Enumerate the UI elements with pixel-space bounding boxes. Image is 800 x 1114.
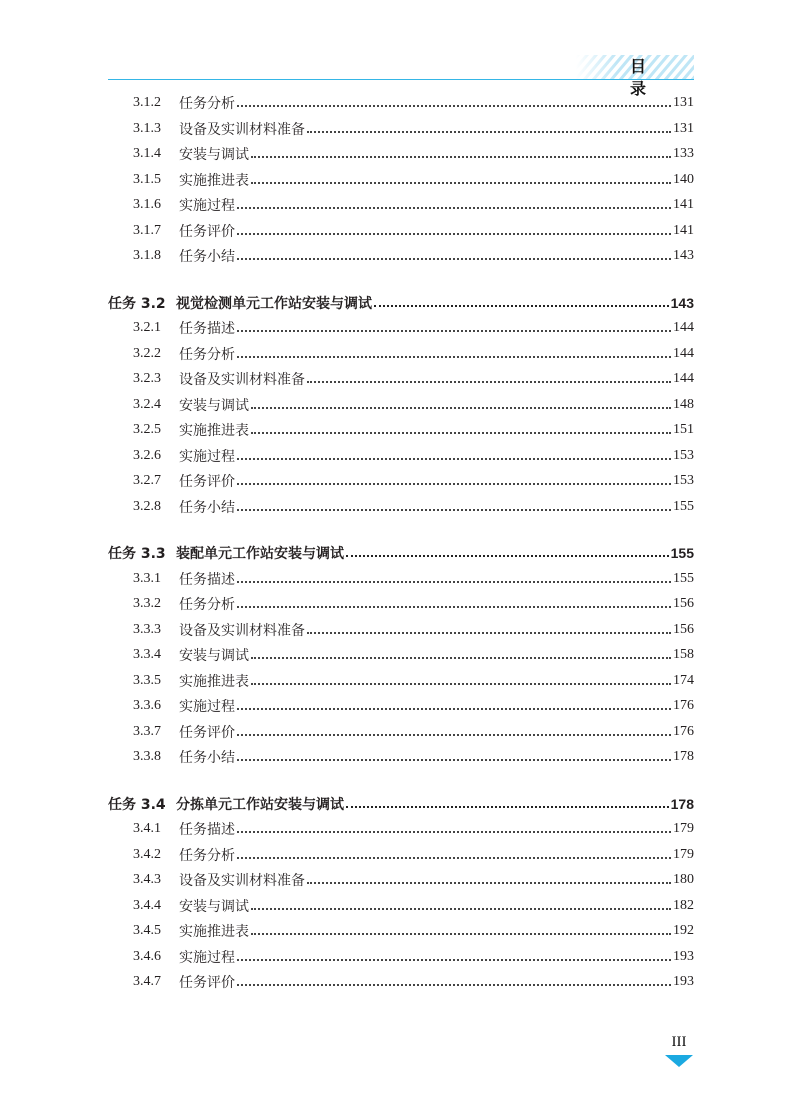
toc-entry-page: 155 — [673, 571, 694, 586]
dot-leader — [251, 419, 671, 441]
toc-section-entry[interactable] — [108, 292, 694, 314]
toc-entry-number: 3.3.1 — [133, 571, 161, 586]
dot-leader — [237, 220, 671, 242]
toc-entry-title: 任务描述 — [179, 822, 235, 838]
toc-entry-page: 141 — [673, 223, 694, 238]
toc-entry-page: 179 — [673, 847, 694, 862]
toc-entry-page: 151 — [673, 422, 694, 437]
dot-leader — [307, 619, 671, 641]
dot-leader — [237, 818, 671, 840]
toc-entry-number: 3.3.3 — [133, 622, 161, 637]
toc-entry-number: 3.2.4 — [133, 397, 161, 412]
toc-entry-number: 3.1.7 — [133, 223, 161, 238]
toc-entry-title: 视觉检测单元工作站安装与调试 — [176, 296, 372, 312]
toc-entry-title: 任务小结 — [179, 500, 235, 516]
dot-leader — [374, 292, 669, 314]
toc-entry[interactable] — [133, 194, 694, 216]
toc-entry[interactable] — [133, 496, 694, 518]
toc-entry[interactable] — [133, 317, 694, 339]
toc-entry-number: 3.1.2 — [133, 95, 161, 110]
toc-entry[interactable] — [133, 920, 694, 942]
toc-entry-number: 3.2.5 — [133, 422, 161, 437]
toc-entry-title: 任务分析 — [179, 96, 235, 112]
toc-entry-title: 任务描述 — [179, 321, 235, 337]
dot-leader — [237, 343, 671, 365]
dot-leader — [251, 920, 671, 942]
toc-entry-number: 3.1.8 — [133, 248, 161, 263]
toc-entry-page: 156 — [673, 622, 694, 637]
toc-entry-page: 133 — [673, 146, 694, 161]
toc-entry-page: 193 — [673, 974, 694, 989]
toc-entry-title: 任务分析 — [179, 597, 235, 613]
toc-entry-page: 140 — [673, 172, 694, 187]
toc-entry-title: 安装与调试 — [179, 899, 249, 915]
toc-entry-number: 3.2.7 — [133, 473, 161, 488]
dot-leader — [251, 644, 671, 666]
toc-entry[interactable] — [133, 343, 694, 365]
toc-entry-title: 安装与调试 — [179, 648, 249, 664]
dot-leader — [237, 946, 671, 968]
toc-entry[interactable] — [133, 368, 694, 390]
toc-entry[interactable] — [133, 394, 694, 416]
toc-entry-title: 设备及实训材料准备 — [179, 873, 305, 889]
dot-leader — [251, 169, 671, 191]
toc-entry[interactable] — [133, 419, 694, 441]
toc-entry-title: 任务小结 — [179, 750, 235, 766]
toc-entry-title: 实施过程 — [179, 950, 235, 966]
toc-entry-title: 任务分析 — [179, 347, 235, 363]
toc-entry[interactable] — [133, 895, 694, 917]
toc-entry[interactable] — [133, 644, 694, 666]
toc-entry[interactable] — [133, 445, 694, 467]
dot-leader — [237, 470, 671, 492]
toc-entry-title: 实施推进表 — [179, 674, 249, 690]
toc-entry-page: 144 — [673, 371, 694, 386]
header-rule — [108, 79, 694, 80]
toc-entry-page: 176 — [673, 698, 694, 713]
toc-entry-title: 实施推进表 — [179, 924, 249, 940]
toc-entry-number: 3.1.6 — [133, 197, 161, 212]
toc-entry-page: 153 — [673, 473, 694, 488]
toc-entry-number: 任务 3.3 — [108, 546, 166, 562]
page-title: 目 录 — [630, 57, 659, 98]
toc-entry-number: 3.4.4 — [133, 898, 161, 913]
dot-leader — [237, 496, 671, 518]
toc-entry-number: 3.3.6 — [133, 698, 161, 713]
toc-entry-number: 3.3.4 — [133, 647, 161, 662]
dot-leader — [346, 793, 669, 815]
toc-entry-number: 3.2.6 — [133, 448, 161, 463]
page-marker-icon — [665, 1055, 693, 1067]
toc-entry-number: 3.1.5 — [133, 172, 161, 187]
dot-leader — [237, 568, 671, 590]
toc-entry-page: 144 — [673, 346, 694, 361]
toc-entry-number: 3.2.8 — [133, 499, 161, 514]
toc-entry-title: 任务分析 — [179, 848, 235, 864]
toc-entry-number: 3.1.4 — [133, 146, 161, 161]
toc-entry-page: 179 — [673, 821, 694, 836]
toc-entry-number: 任务 3.4 — [108, 797, 166, 813]
toc-entry-number: 3.1.3 — [133, 121, 161, 136]
toc-entry-number: 3.3.8 — [133, 749, 161, 764]
toc-entry-title: 装配单元工作站安装与调试 — [176, 546, 344, 562]
dot-leader — [237, 844, 671, 866]
toc-entry-title: 设备及实训材料准备 — [179, 372, 305, 388]
dot-leader — [251, 143, 671, 165]
toc-entry[interactable] — [133, 818, 694, 840]
toc-entry-title: 任务描述 — [179, 572, 235, 588]
toc-entry-number: 3.4.7 — [133, 974, 161, 989]
toc-section-entry[interactable] — [108, 542, 694, 564]
toc-entry-number: 3.4.1 — [133, 821, 161, 836]
toc-section-entry[interactable] — [108, 793, 694, 815]
dot-leader — [237, 721, 671, 743]
toc-entry-title: 设备及实训材料准备 — [179, 623, 305, 639]
dot-leader — [307, 368, 671, 390]
dot-leader — [237, 194, 671, 216]
toc-entry[interactable] — [133, 245, 694, 267]
toc-entry[interactable] — [133, 946, 694, 968]
dot-leader — [307, 118, 671, 140]
toc-entry[interactable] — [133, 844, 694, 866]
toc-entry[interactable] — [133, 470, 694, 492]
toc-entry[interactable] — [133, 695, 694, 717]
dot-leader — [237, 971, 671, 993]
toc-entry-number: 3.3.7 — [133, 724, 161, 739]
toc-entry[interactable] — [133, 869, 694, 891]
toc-entry[interactable] — [133, 971, 694, 993]
dot-leader — [237, 92, 671, 114]
dot-leader — [307, 869, 671, 891]
toc-entry-page: 176 — [673, 724, 694, 739]
toc-entry-page: 178 — [670, 796, 694, 812]
toc-entry-title: 实施过程 — [179, 198, 235, 214]
toc-entry-page: 155 — [670, 545, 694, 561]
dot-leader — [237, 593, 671, 615]
toc-entry-page: 131 — [673, 95, 694, 110]
toc-entry[interactable] — [133, 670, 694, 692]
toc-entry-page: 131 — [673, 121, 694, 136]
toc-entry-page: 155 — [673, 499, 694, 514]
toc-entry-page: 180 — [673, 872, 694, 887]
toc-entry-page: 143 — [670, 295, 694, 311]
dot-leader — [237, 445, 671, 467]
toc-entry-number: 任务 3.2 — [108, 296, 166, 312]
toc-entry[interactable] — [133, 169, 694, 191]
toc-entry-title: 安装与调试 — [179, 398, 249, 414]
toc-entry[interactable] — [133, 220, 694, 242]
dot-leader — [237, 746, 671, 768]
toc-entry-page: 158 — [673, 647, 694, 662]
toc-entry-page: 193 — [673, 949, 694, 964]
dot-leader — [251, 895, 671, 917]
toc-entry-number: 3.2.3 — [133, 371, 161, 386]
toc-entry-title: 任务小结 — [179, 249, 235, 265]
toc-entry-page: 144 — [673, 320, 694, 335]
toc-entry[interactable] — [133, 92, 694, 114]
toc-entry-number: 3.4.2 — [133, 847, 161, 862]
toc-entry-page: 178 — [673, 749, 694, 764]
dot-leader — [237, 317, 671, 339]
toc-entry-number: 3.2.2 — [133, 346, 161, 361]
toc-entry-number: 3.4.5 — [133, 923, 161, 938]
toc-entry-title: 任务评价 — [179, 725, 235, 741]
dot-leader — [237, 245, 671, 267]
toc-entry-title: 任务评价 — [179, 975, 235, 991]
page-number: III — [671, 1034, 687, 1050]
dot-leader — [251, 394, 671, 416]
toc-entry-title: 实施过程 — [179, 449, 235, 465]
toc-entry-title: 任务评价 — [179, 224, 235, 240]
toc-entry[interactable] — [133, 118, 694, 140]
toc-entry[interactable] — [133, 568, 694, 590]
toc-entry-title: 设备及实训材料准备 — [179, 122, 305, 138]
toc-entry-number: 3.3.5 — [133, 673, 161, 688]
toc-entry-title: 分拣单元工作站安装与调试 — [176, 797, 344, 813]
toc-entry[interactable] — [133, 619, 694, 641]
toc-entry-title: 实施推进表 — [179, 173, 249, 189]
toc-entry-number: 3.2.1 — [133, 320, 161, 335]
toc-entry-page: 182 — [673, 898, 694, 913]
toc-entry-page: 153 — [673, 448, 694, 463]
toc-entry-title: 任务评价 — [179, 474, 235, 490]
toc-entry-page: 148 — [673, 397, 694, 412]
toc-entry-number: 3.3.2 — [133, 596, 161, 611]
toc-entry-title: 实施过程 — [179, 699, 235, 715]
dot-leader — [251, 670, 671, 692]
toc-entry[interactable] — [133, 143, 694, 165]
toc-entry-number: 3.4.3 — [133, 872, 161, 887]
dot-leader — [346, 542, 669, 564]
toc-entry-page: 141 — [673, 197, 694, 212]
toc-entry-page: 192 — [673, 923, 694, 938]
toc-entry-page: 143 — [673, 248, 694, 263]
toc-entry-title: 安装与调试 — [179, 147, 249, 163]
toc-entry[interactable] — [133, 721, 694, 743]
toc-entry[interactable] — [133, 593, 694, 615]
toc-entry-page: 174 — [673, 673, 694, 688]
toc-entry[interactable] — [133, 746, 694, 768]
toc-entry-title: 实施推进表 — [179, 423, 249, 439]
toc-entry-number: 3.4.6 — [133, 949, 161, 964]
toc-entry-page: 156 — [673, 596, 694, 611]
dot-leader — [237, 695, 671, 717]
